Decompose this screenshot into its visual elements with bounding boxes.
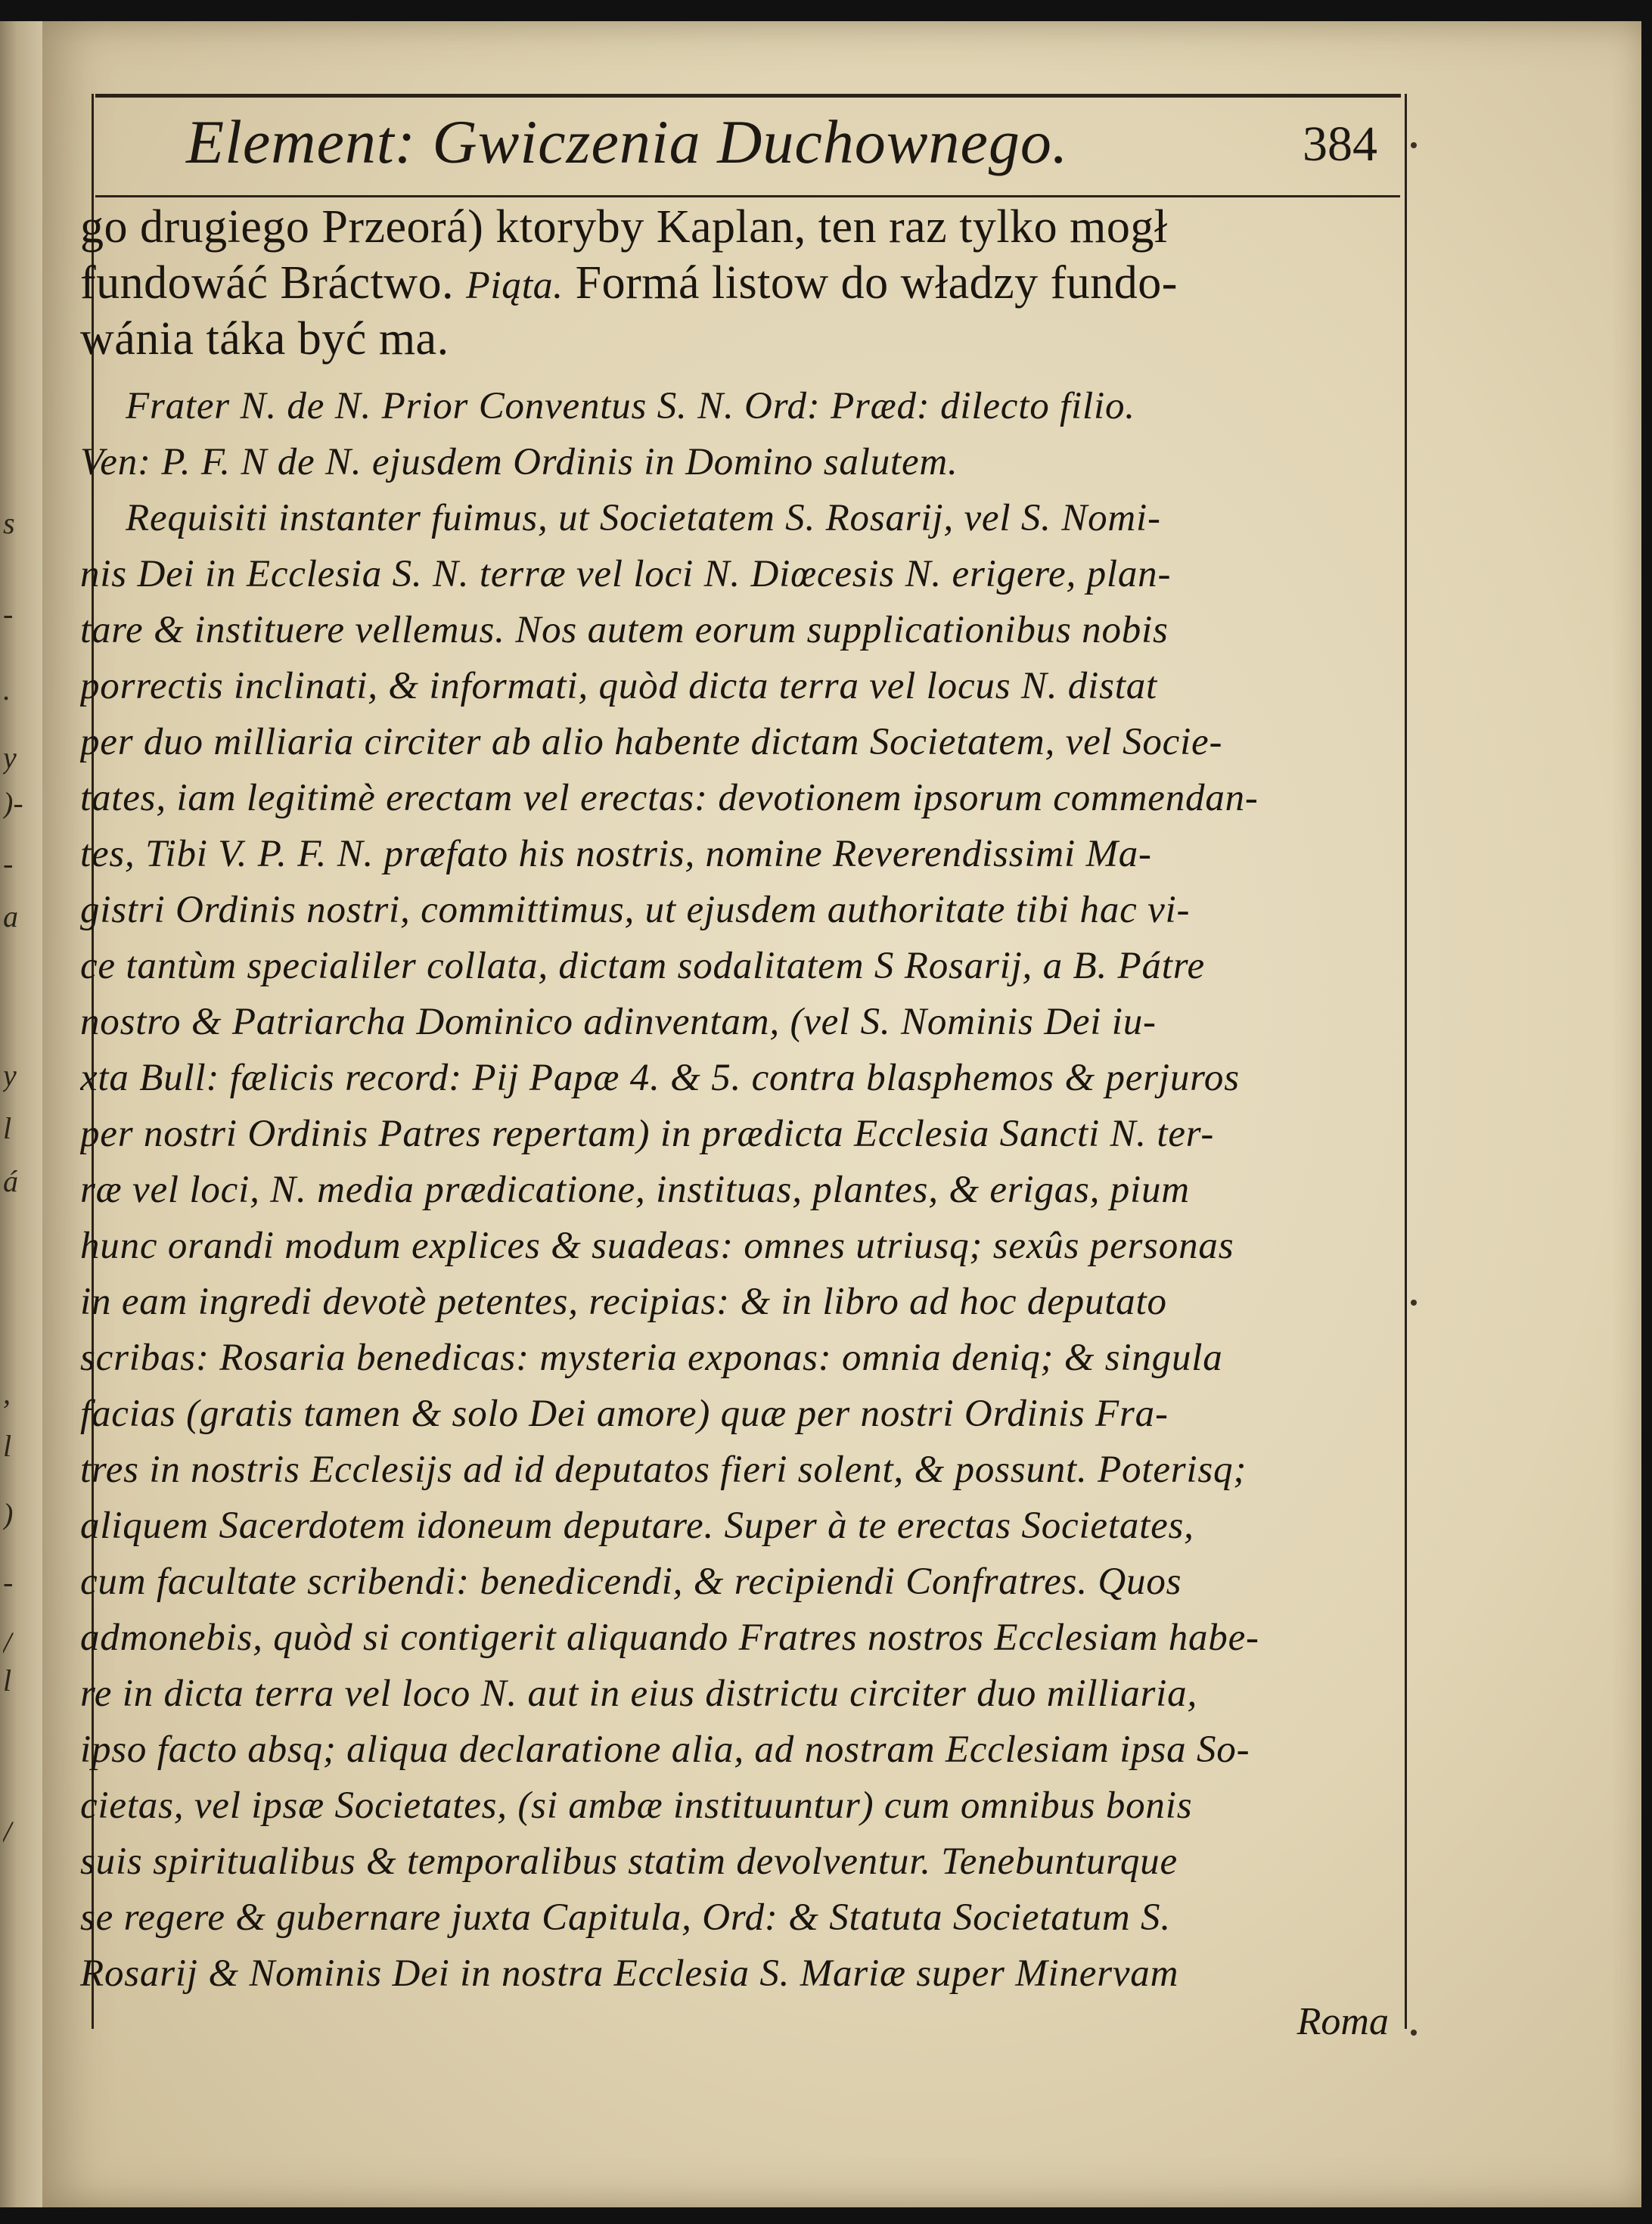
left-page-fragment: y bbox=[3, 741, 17, 775]
running-title: Element: Gwiczenia Duchownego. bbox=[186, 107, 1069, 176]
left-page-fragment: - bbox=[3, 846, 14, 881]
left-page-edge bbox=[0, 21, 45, 2207]
left-page-fragments bbox=[0, 21, 42, 2207]
text-line: nostro & Patriarcha Dominico adinventam, (vel S. Nominis Dei iu- bbox=[80, 1001, 1157, 1043]
text-line: facias (gratis tamen & solo Dei amore) quæ per nostri Ordinis Fra- bbox=[80, 1393, 1169, 1435]
text-line: cietas, vel ipsæ Societates, (si ambæ instituuntur) cum omnibus bonis bbox=[80, 1784, 1193, 1827]
left-page-fragment: / bbox=[3, 1626, 12, 1660]
left-page-fragment: l bbox=[3, 1111, 12, 1145]
text-line: tres in nostris Ecclesijs ad id deputatos fieri solent, & possunt. Poterisq; bbox=[80, 1449, 1247, 1491]
text-line: se regere & gubernare juxta Capitula, Ord: & Statuta Societatum S. bbox=[80, 1896, 1171, 1939]
left-page-fragment: y bbox=[3, 1058, 17, 1092]
text-line: per duo milliaria circiter ab alio habente dictam Societatem, vel Socie- bbox=[80, 721, 1223, 763]
text-line: tes, Tibi V. P. F. N. præfato his nostris, nomine Reverendissimi Ma- bbox=[80, 833, 1152, 875]
text-line: hunc orandi modum explices & suadeas: omnes utriusq; sexûs personas bbox=[80, 1225, 1234, 1267]
book-page bbox=[42, 21, 1641, 2207]
margin-marks bbox=[1408, 135, 1438, 2101]
text-line: wánia táka być ma. bbox=[80, 313, 449, 365]
text-line: tates, iam legitimè erectam vel erectas: devotionem ipsorum commendan- bbox=[80, 777, 1259, 819]
left-page-fragment: )- bbox=[3, 786, 23, 820]
text-line: admonebis, quòd si contigerit aliquando Fratres nostros Ecclesiam habe- bbox=[80, 1617, 1259, 1659]
text-line: nis Dei in Ecclesia S. N. terræ vel loci N. Diœcesis N. erigere, plan- bbox=[80, 553, 1172, 595]
left-page-fragment: á bbox=[3, 1164, 18, 1198]
left-page-fragment: l bbox=[3, 1429, 12, 1463]
text-line: re in dicta terra vel loco N. aut in eius districtu circiter duo milliaria, bbox=[80, 1673, 1197, 1715]
catchword: Roma bbox=[1296, 2000, 1389, 2043]
text-line: per nostri Ordinis Patres repertam) in prædicta Ecclesia Sancti N. ter- bbox=[80, 1113, 1215, 1155]
text-line: fundowáć Bráctwo. Piąta. Formá listow do władzy fundo- bbox=[80, 257, 1178, 309]
text-line: Requisiti instanter fuimus, ut Societatem S. Rosarij, vel S. Nomi- bbox=[126, 497, 1161, 539]
text-line: suis spiritualibus & temporalibus statim devolventur. Tenebunturque bbox=[80, 1840, 1178, 1883]
text-line: ipso facto absq; aliqua declaratione alia, ad nostram Ecclesiam ipsa So- bbox=[80, 1729, 1250, 1771]
text-line: go drugiego Przeorá) ktoryby Kaplan, ten raz tylko mogł bbox=[80, 201, 1168, 253]
left-page-fragment: l bbox=[3, 1663, 12, 1698]
text-line: Frater N. de N. Prior Conventus S. N. Ord: Præd: dilecto filio. bbox=[126, 385, 1135, 427]
margin-dot bbox=[1411, 1300, 1417, 1306]
text-line: porrectis inclinati, & informati, quòd dicta terra vel locus N. distat bbox=[80, 665, 1157, 707]
left-page-fragment: / bbox=[3, 1815, 12, 1849]
left-page-fragment: s bbox=[3, 506, 15, 540]
left-page-fragment: . bbox=[3, 672, 11, 707]
margin-dot bbox=[1411, 2030, 1417, 2036]
left-page-fragment: ) bbox=[3, 1497, 14, 1531]
left-page-fragment: - bbox=[3, 597, 14, 631]
text-line: xta Bull: fælicis record: Pij Papæ 4. & 5. contra blasphemos & perjuros bbox=[80, 1057, 1240, 1099]
text-line: scribas: Rosaria benedicas: mysteria exponas: omnia deniq; & singula bbox=[80, 1337, 1223, 1379]
text-line: ræ vel loci, N. media prædicatione, instituas, plantes, & erigas, pium bbox=[80, 1169, 1190, 1211]
text-line: in eam ingredi devotè petentes, recipias: & in libro ad hoc deputato bbox=[80, 1281, 1167, 1323]
left-page-fragment: - bbox=[3, 1565, 14, 1599]
text-line: Ven: P. F. N de N. ejusdem Ordinis in Domino salutem. bbox=[80, 441, 958, 483]
text-line: Rosarij & Nominis Dei in nostra Ecclesia S. Mariæ super Minervam bbox=[80, 1952, 1179, 1995]
text-line: tare & instituere vellemus. Nos autem eorum supplicationibus nobis bbox=[80, 609, 1169, 651]
text-line: ce tantùm specialiler collata, dictam sodalitatem S Rosarij, a B. Pátre bbox=[80, 945, 1205, 987]
left-page-fragment: a bbox=[3, 899, 18, 933]
page-number: 384 bbox=[1303, 116, 1377, 172]
left-page-fragment: , bbox=[3, 1376, 11, 1410]
text-line: cum facultate scribendi: benedicendi, & recipiendi Confratres. Quos bbox=[80, 1561, 1182, 1603]
text-line: gistri Ordinis nostri, committimus, ut ejusdem authoritate tibi hac vi- bbox=[80, 889, 1191, 931]
margin-dot bbox=[1411, 142, 1417, 148]
text-line: aliquem Sacerdotem idoneum deputare. Super à te erectas Societates, bbox=[80, 1505, 1194, 1547]
